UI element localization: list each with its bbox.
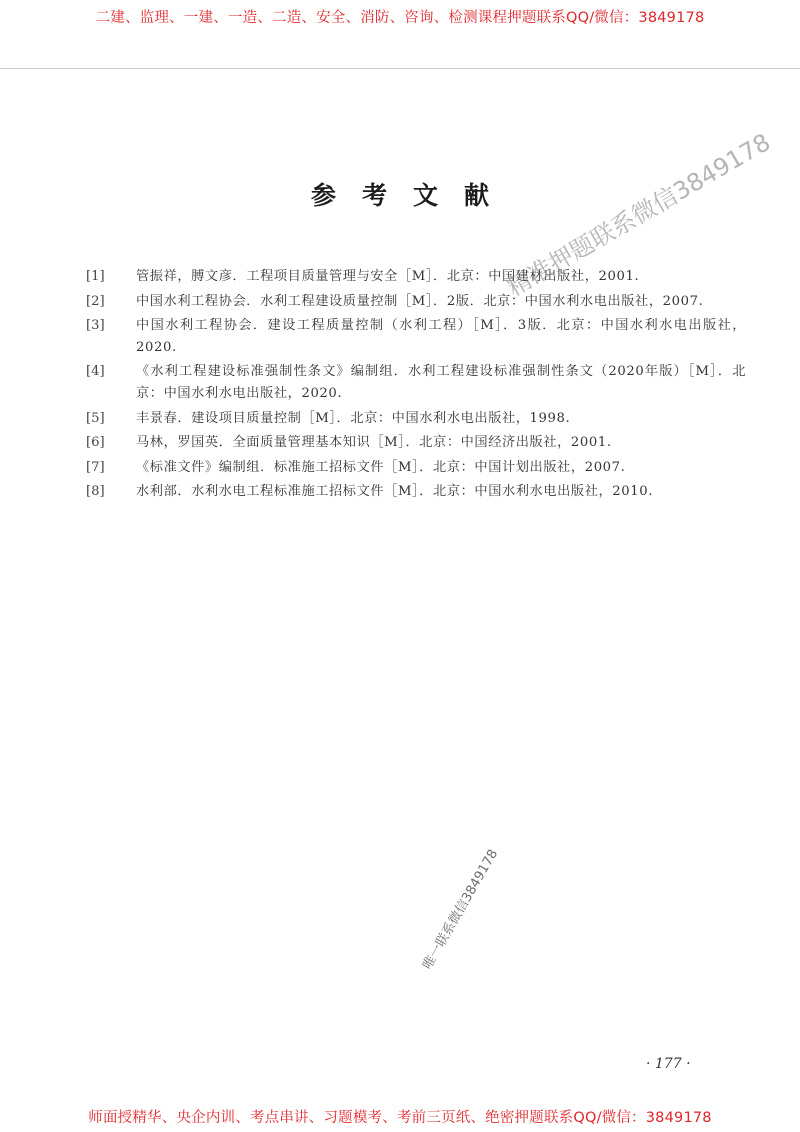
reference-text: 《标准文件》编制组．标准施工招标文件［M］．北京：中国计划出版社，2007. xyxy=(136,459,626,475)
reference-number: [2] xyxy=(86,293,105,309)
reference-text: 《水利工程建设标准强制性条文》编制组．水利工程建设标准强制性条文（2020年版）［M］．北京：中国水利水电出版社，2020. xyxy=(136,364,746,401)
reference-item xyxy=(86,291,746,313)
reference-number: [7] xyxy=(86,459,105,475)
reference-number: [8] xyxy=(86,484,105,500)
reference-item xyxy=(86,408,746,430)
reference-text: 管振祥，膊文彦．工程项目质量管理与安全［M］．北京：中国建材出版社，2001. xyxy=(136,269,640,284)
page-edge-line xyxy=(0,68,800,69)
reference-item xyxy=(86,315,746,358)
reference-number: [5] xyxy=(86,410,105,426)
reference-number: [6] xyxy=(86,435,105,451)
reference-text: 中国水利工程协会．水利工程建设质量控制［M］．2版．北京：中国水利水电出版社，2007. xyxy=(136,293,704,309)
reference-list xyxy=(86,266,746,506)
reference-item xyxy=(86,457,746,479)
watermark-upper: 精准押题联系微信3849178 xyxy=(502,128,776,302)
reference-text: 水利部．水利水电工程标准施工招标文件［M］．北京：中国水利水电出版社，2010. xyxy=(136,484,654,500)
page-number: · 177 · xyxy=(646,1056,691,1072)
reference-number: [4] xyxy=(86,364,105,380)
watermark-lower: 唯一联系微信3849178 xyxy=(420,847,502,973)
reference-number: [3] xyxy=(86,318,105,334)
reference-item xyxy=(86,361,746,404)
bottom-promo-banner: 师面授精华、央企内训、考点串讲、习题模考、考前三页纸、绝密押题联系QQ/微信：3849178 xyxy=(88,1110,712,1126)
reference-number: [1] xyxy=(86,269,105,284)
page-title: 参考文献 xyxy=(310,181,515,210)
reference-item xyxy=(86,432,746,454)
top-promo-banner: 二建、监理、一建、一造、二造、安全、消防、咨询、检测课程押题联系QQ/微信：3849178 xyxy=(95,10,705,26)
reference-text: 丰景春．建设项目质量控制［M］．北京：中国水利水电出版社，1998. xyxy=(136,410,571,426)
reference-item xyxy=(86,266,746,288)
reference-text: 马林，罗国英．全面质量管理基本知识［M］．北京：中国经济出版社，2001. xyxy=(136,435,612,451)
reference-text: 中国水利工程协会．建设工程质量控制（水利工程）［M］．3版．北京：中国水利水电出版社，2020. xyxy=(136,318,746,355)
reference-item xyxy=(86,481,746,503)
